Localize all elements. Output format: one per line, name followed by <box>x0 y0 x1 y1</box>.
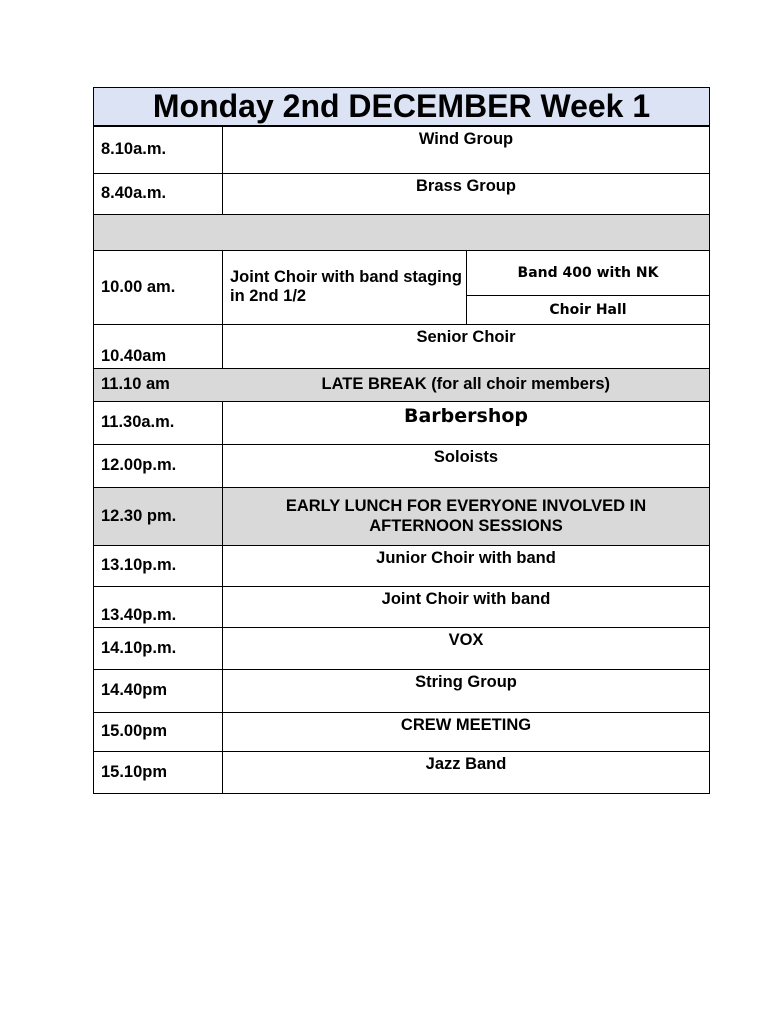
table-row <box>94 173 710 214</box>
time-cell: 10.00 am. <box>94 250 223 324</box>
time-cell: 13.10p.m. <box>94 545 223 586</box>
table-row <box>94 487 710 545</box>
time-cell: 11.10 am <box>94 368 223 401</box>
time-cell: 12.00p.m. <box>94 444 223 487</box>
time-cell: 15.10pm <box>94 751 223 793</box>
activity-cell: Jazz Band <box>223 751 710 793</box>
table-row <box>94 627 710 669</box>
time-cell: 14.40pm <box>94 669 223 712</box>
activity-cell: String Group <box>223 669 710 712</box>
time-cell: 15.00pm <box>94 712 223 751</box>
activity-cell: Joint Choir with band staging in 2nd 1/2 <box>223 250 467 324</box>
activity-cell: Wind Group <box>223 126 710 173</box>
sub-location-cell: Choir Hall <box>467 295 710 324</box>
activity-cell: Brass Group <box>223 173 710 214</box>
schedule-table <box>93 87 710 794</box>
page-title: Monday 2nd DECEMBER Week 1 <box>94 88 710 127</box>
activity-cell: LATE BREAK (for all choir members) <box>223 368 710 401</box>
activity-cell: VOX <box>223 627 710 669</box>
activity-cell: Joint Choir with band <box>223 586 710 627</box>
time-cell: 14.10p.m. <box>94 627 223 669</box>
time-cell: 8.10a.m. <box>94 126 223 173</box>
activity-cell: Barbershop <box>223 401 710 444</box>
table-row <box>94 368 710 401</box>
table-row <box>94 401 710 444</box>
title-row <box>94 88 710 127</box>
activity-cell: CREW MEETING <box>223 712 710 751</box>
table-row <box>94 126 710 173</box>
empty-break-cell <box>94 214 710 250</box>
time-cell: 13.40p.m. <box>94 586 223 627</box>
break-row-empty <box>94 214 710 250</box>
table-row <box>94 545 710 586</box>
table-row <box>94 324 710 368</box>
time-cell: 12.30 pm. <box>94 487 223 545</box>
table-row <box>94 712 710 751</box>
activity-cell: EARLY LUNCH FOR EVERYONE INVOLVED IN AFTERNOON SESSIONS <box>223 487 710 545</box>
sub-activity-cell: Band 400 with NK <box>467 250 710 295</box>
table-row <box>94 250 710 295</box>
table-row <box>94 444 710 487</box>
table-row <box>94 751 710 793</box>
time-cell: 10.40am <box>94 324 223 368</box>
activity-cell: Junior Choir with band <box>223 545 710 586</box>
time-cell: 11.30a.m. <box>94 401 223 444</box>
activity-cell: Senior Choir <box>223 324 710 368</box>
table-row <box>94 669 710 712</box>
time-cell: 8.40a.m. <box>94 173 223 214</box>
table-row <box>94 586 710 627</box>
activity-cell: Soloists <box>223 444 710 487</box>
